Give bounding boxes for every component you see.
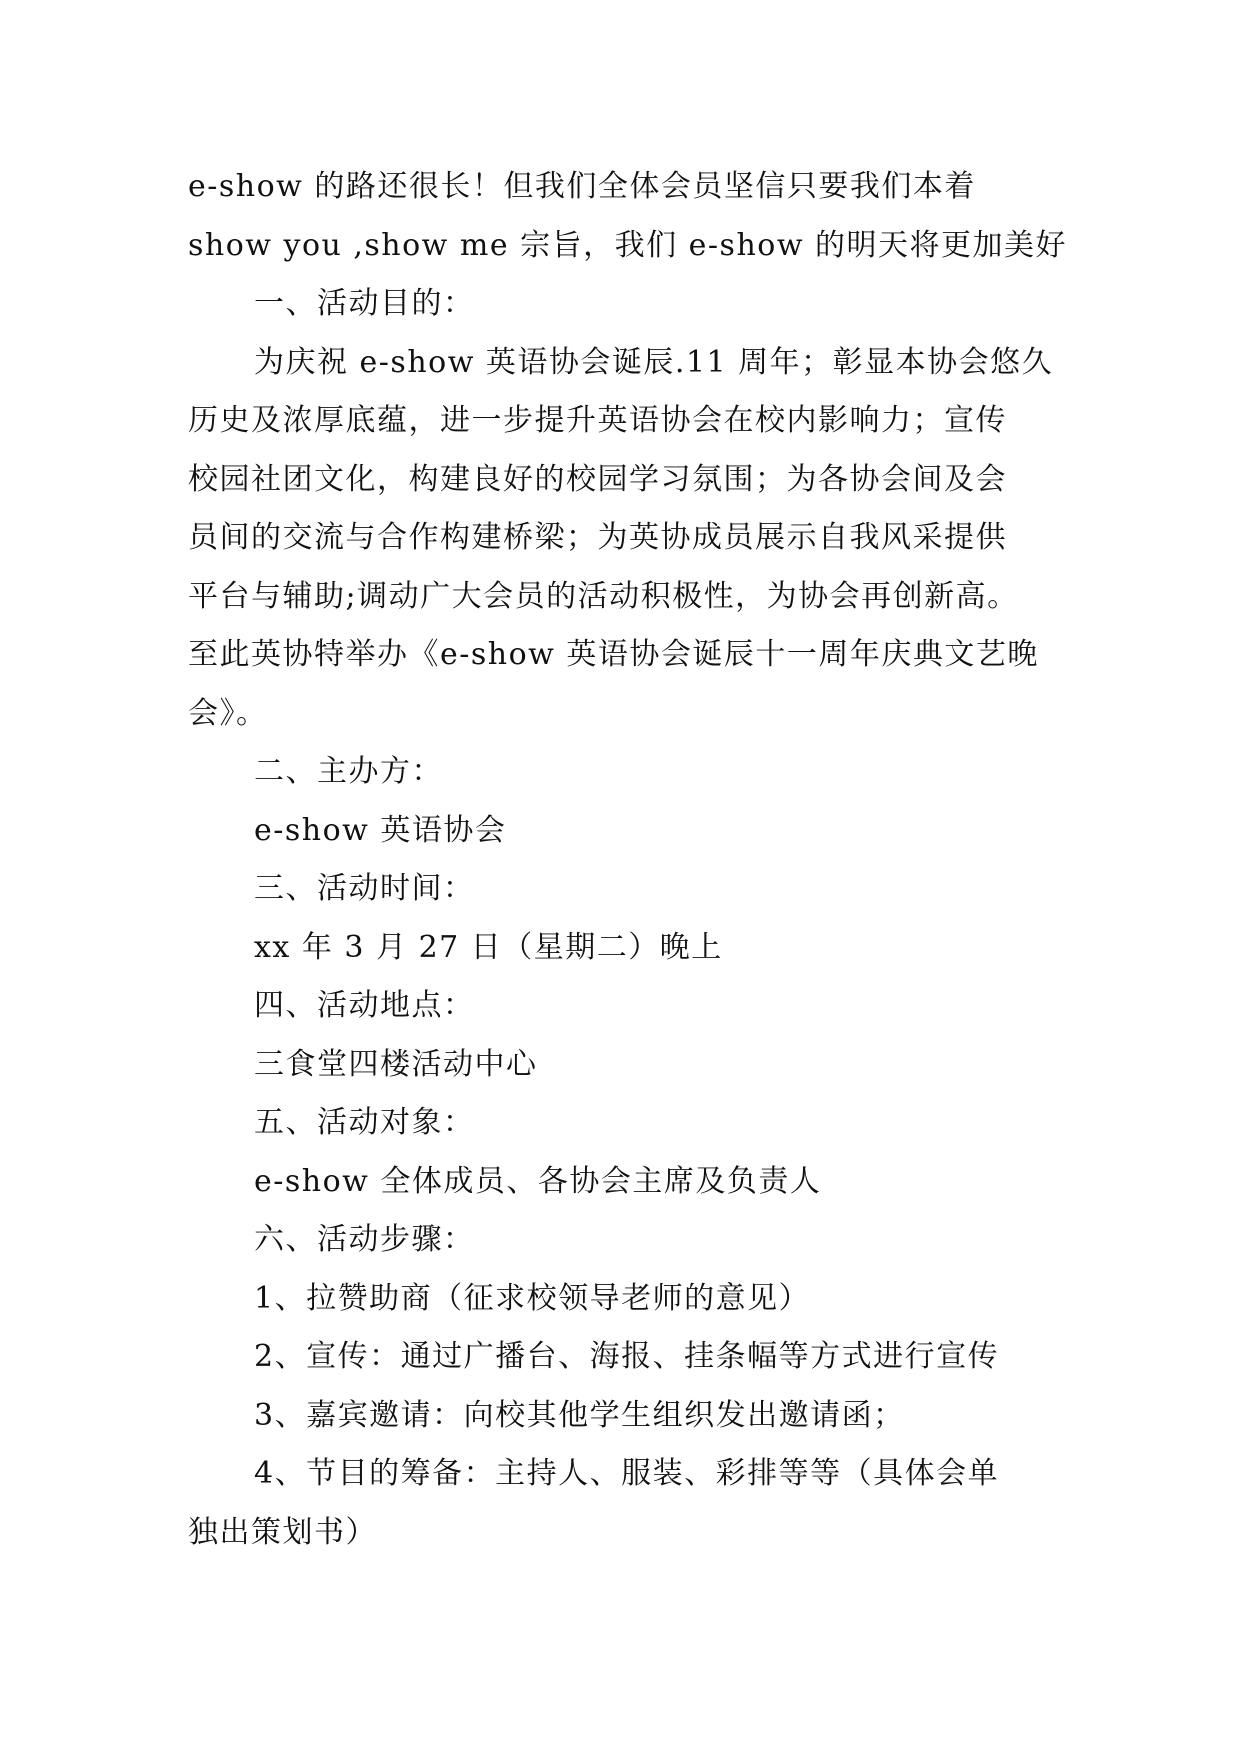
text-line: e-show 英语协会 bbox=[254, 812, 507, 848]
text-line: 六、活动步骤： bbox=[254, 1222, 475, 1257]
text-line: 为庆祝 e-show 英语协会诞辰.11 周年；彰显本协会悠久 bbox=[254, 344, 1054, 380]
text-line: e-show 的路还很长！但我们全体会员坚信只要我们本着 bbox=[188, 169, 976, 204]
text-line: 至此英协特举办《e-show 英语协会诞辰十一周年庆典文艺晚 bbox=[188, 637, 1039, 672]
text-line: e-show 全体成员、各协会主席及负责人 bbox=[254, 1163, 822, 1199]
text-line: 3、嘉宾邀请：向校其他学生组织发出邀请函； bbox=[254, 1397, 905, 1433]
text-line: xx 年 3 月 27 日（星期二）晚上 bbox=[254, 929, 723, 965]
text-line: 五、活动对象： bbox=[254, 1105, 475, 1140]
document-body bbox=[188, 158, 1068, 1562]
text-line: 2、宣传：通过广播台、海报、挂条幅等方式进行宣传 bbox=[254, 1339, 1000, 1374]
text-line: 员间的交流与合作构建桥梁；为英协成员展示自我风采提供 bbox=[188, 520, 1007, 555]
text-line: 三食堂四楼活动中心 bbox=[254, 1046, 538, 1082]
text-line: 4、节目的筹备：主持人、服装、彩排等等（具体会单 bbox=[254, 1456, 1000, 1491]
text-line: show you ,show me 宗旨，我们 e-show 的明天将更加美好 bbox=[188, 227, 1068, 263]
text-line: 平台与辅助;调动广大会员的活动积极性，为协会再创新高。 bbox=[188, 578, 1019, 614]
text-line: 校园社团文化，构建良好的校园学习氛围；为各协会间及会 bbox=[188, 461, 1007, 497]
text-line: 三、活动时间： bbox=[254, 871, 475, 906]
text-line: 四、活动地点： bbox=[254, 988, 475, 1023]
text-line: 二、主办方： bbox=[254, 754, 443, 789]
text-line: 历史及浓厚底蕴，进一步提升英语协会在校内影响力；宣传 bbox=[188, 403, 1007, 438]
text-line: 会》。 bbox=[188, 695, 268, 731]
text-line: 一、活动目的： bbox=[254, 286, 475, 321]
text-line: 1、拉赞助商（征求校领导老师的意见） bbox=[254, 1280, 811, 1316]
text-line: 独出策划书） bbox=[188, 1514, 377, 1550]
